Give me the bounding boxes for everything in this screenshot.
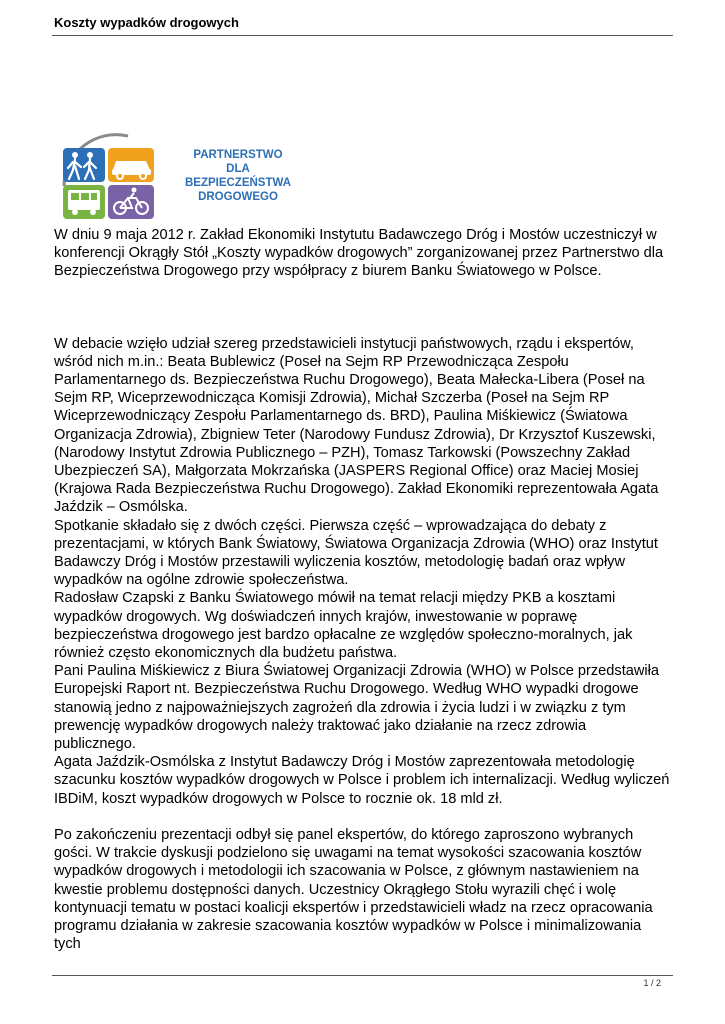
paragraph-intro: W dniu 9 maja 2012 r. Zakład Ekonomiki Instytutu Badawczego Dróg i Mostów uczestniczył w konferencji Okrągły Stół „Koszty wypadków drogowych” zorganizowanej przez Partnerstwo dla Bezpieczeństwa Drogowego przy współpracy z biurem Banku Światowego w Polsce. bbox=[54, 227, 664, 280]
paragraph-ibdim: Agata Jaździk-Osmólska z Instytut Badawczy Dróg i Mostów zaprezentowała metodologię szacunku kosztów wypadków drogowych w Polsce i problem ich internalizacji. Według wyliczeń IBDiM, koszt wypadków drogowych w Polsce to rocznie ok. 18 mld zł. bbox=[54, 754, 670, 807]
logo-line: BEZPIECZEŃSTWA bbox=[184, 177, 292, 189]
logo-wordmark bbox=[178, 148, 298, 204]
paragraph-spacer bbox=[54, 808, 672, 826]
footer-divider bbox=[52, 975, 673, 976]
paragraph-panel: Po zakończeniu prezentacji odbył się panel ekspertów, do którego zaproszono wybranych gości. W trakcie dyskusji podzielono się uwagami na temat wysokości szacowania kosztów wypadków drogowych i metodologii ich szacowania w Polsce, z głównym nastawieniem na kwestie problemu dostępności danych. Uczestnicy Okrągłego Stołu wyrazili chęć i wolę kontynuacji tematu w postaci koalicji ekspertów i przedstawicieli władz na rzecz opracowania programu działania w zakresie szacowania kosztów wypadków w Polsce i minimalizowania tych bbox=[54, 826, 653, 953]
paragraph-who: Pani Paulina Miśkiewicz z Biura Światowej Organizacji Zdrowia (WHO) w Polsce przedstawiła Europejski Raport nt. Bezpieczeństwa Ruchu Drogowego. Według WHO wypadki drogowe stanowią jedno z najpoważniejszych zagrożeń dla zdrowia i życia ludzi i w związku z tym prewencję wypadków drogowych należy traktować jako działanie na rzecz zdrowia publicznego. bbox=[54, 663, 660, 753]
paragraph-structure: Spotkanie składało się z dwóch części. Pierwsza część – wprowadzająca do debaty z prezentacjami, w których Bank Światowy, Światowa Organizacja Zdrowia (WHO) oraz Instytut Badawczy Dróg i Mostów przestawili wyliczenia kosztów, metodologię badań oraz wpływ wypadków na ogólne zdrowie społeczeństwa. bbox=[54, 517, 658, 589]
header-divider bbox=[52, 35, 673, 36]
page-number: 1 / 2 bbox=[643, 978, 661, 988]
logo-icon bbox=[58, 126, 178, 226]
article-body bbox=[54, 226, 672, 953]
logo-line: PARTNERSTWO bbox=[193, 149, 283, 161]
logo-line: DLA bbox=[226, 163, 250, 175]
partnership-logo bbox=[58, 126, 298, 226]
paragraph-participants: W debacie wzięło udział szereg przedstawicieli instytucji państwowych, rządu i ekspertów, wśród nich m.in.: Beata Bublewicz (Poseł na Sejm RP Przewodnicząca Zespołu Parlamentarnego ds. Bezpieczeństwa Ruchu Drogowego), Beata Małecka-Libera (Poseł na Sejm RP, Wiceprzewodnicząca Komisji Zdrowia), Michał Szczerba (Poseł na Sejm RP Wiceprzewodniczący Zespołu Parlamentarnego ds. BRD), Paulina Miśkiewicz (Światowa Organizacja Zdrowia), Zbigniew Teter (Narodowy Fundusz Zdrowia), Dr Krzysztof Kuszewski, (Narodowy Instytut Zdrowia Publicznego – PZH), Tomasz Tarkowski (Powszechny Zakład Ubezpieczeń SA), Małgorzata Mokrzańska (JASPERS Regional Office) oraz Maciej Mosiej (Krajowa Rada Bezpieczeństwa Ruchu Drogowego). Zakład Ekonomiki reprezentowała Agata Jaździk – Osmólska. bbox=[54, 335, 659, 516]
page-header-title: Koszty wypadków drogowych bbox=[54, 15, 239, 30]
paragraph-world-bank: Radosław Czapski z Banku Światowego mówił na temat relacji między PKB a kosztami wypadków drogowych. Wg doświadczeń innych krajów, inwestowanie w poprawę bezpieczeństwa drogowego jest bardzo opłacalne ze względów społeczno-moralnych, jak również często ekonomicznych dla budżetu państwa. bbox=[54, 590, 633, 662]
logo-line: DROGOWEGO bbox=[198, 191, 278, 203]
